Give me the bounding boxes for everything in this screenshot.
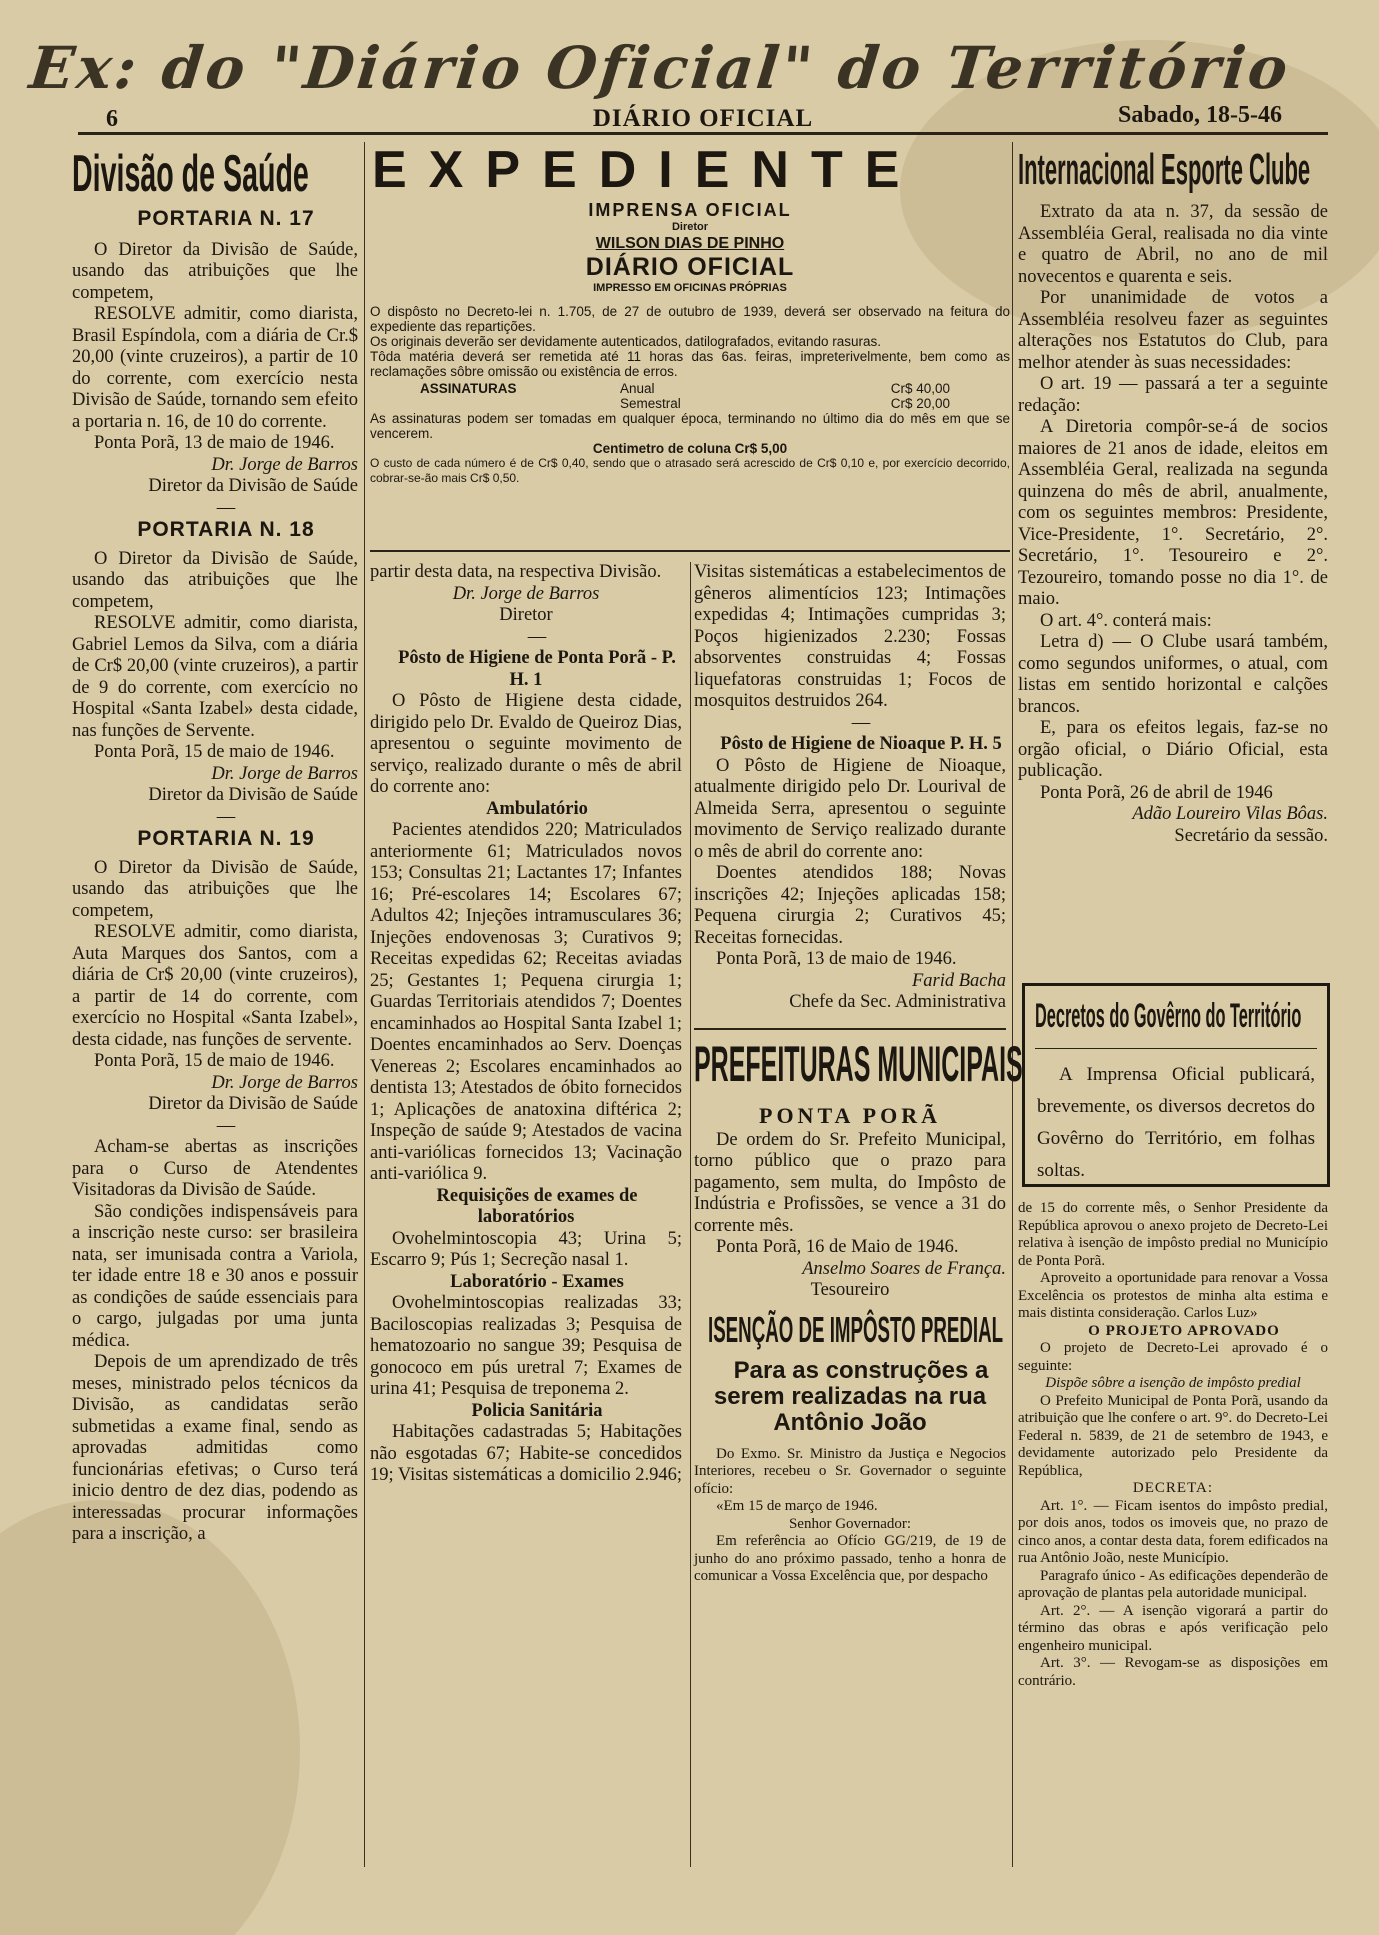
prefeitura-notice: De ordem do Sr. Prefeito Municipal, torno público que o prazo para pagamento, sem multa, do Impôsto de Indústria e Profissões, se vence a 31 do corrente mês. [694,1129,1006,1236]
column-postos [370,562,682,1487]
handwritten-note: Ex: do "Diário Oficial" do Território [26,34,1294,102]
projeto-p3: O projeto de Decreto-Lei aprovado é o seguinte: [1018,1340,1328,1374]
requisicoes-title: Requisições de exames de laboratórios [436,1185,638,1227]
anual-value: Cr$ 40,00 [890,381,950,396]
expediente-p2: Os originais deverão ser devidamente autenticados, datilografados, evitando rasuras. [370,334,882,349]
diretor-label: Diretor [671,221,709,233]
ambulatorio-title: Ambulatório [486,798,588,819]
curso-paragraph-1: Acham-se abertas as inscrições para o Curso de Atendentes Visitadoras da Divisão de Saúde. [72,1137,358,1200]
projeto-p2: Aproveito a oportunidade para renovar a Vossa Excelência os protestos de minha alta estima e mais distinta consideração. Carlos Luz» [1018,1270,1328,1321]
policia-title: Policia Sanitária [471,1400,603,1421]
column-saude [72,146,358,1546]
policia-text: Habitações cadastradas 5; Habitações não esgotadas 67; Habite-se concedidos 19; Visitas sistemáticas a domicilio 2.946; [370,1422,682,1485]
prefeitura-date: Ponta Porã, 16 de Maio de 1946. [716,1237,959,1257]
divider: — [216,1115,236,1136]
semestral-value: Cr$ 20,00 [890,396,950,411]
prefeitura-signer: Anselmo Soares de França. [802,1258,1006,1279]
clube-p7: E, para os efeitos legais, faz-se no orgão oficial, o Diário Oficial, esta publicação. [1018,718,1328,781]
curso-paragraph-2: São condições indispensáveis para a inscrição neste curso: ser brasileira nata, ser imunisada contra a Variola, ter idade entre 18 e 30 anos e possuir as condições de saúde essenciais para o cargo, julgadas por uma junta médica. [72,1201,358,1351]
decretos-text: A Imprensa Oficial publicará, brevemente, os diversos decretos do Govêrno do Território, em folhas soltas. [1037,1064,1315,1181]
clube-p4: A Diretoria compôr-se-á de socios maiores de 21 anos de idade, eleitos em Assembléia Geral, realizada na segunda quinzena do mês de abril, anualmente, com os seguintes membros: Presidente, Vice-Presidente, 1°. Secretário, 2°. Secretário, 1°. Tesoureiro e 2°. Tezoureiro, tomando posse no dia 1°. de maio. [1018,417,1328,609]
decretos-title: Decretos do Govêrno do Território [1035,997,1302,1035]
col3-signer: Farid Bacha [911,970,1006,991]
portaria-19-intro: O Diretor da Divisão de Saúde, usando das atribuições que lhe competem, [72,857,358,921]
portaria-17-role: Diretor da Divisão de Saúde [148,476,358,496]
isencao-p2: «Em 15 de março de 1946. [716,1498,878,1514]
clube-role: Secretário da sessão. [1174,825,1328,846]
portaria-17-date: Ponta Porã, 13 de maio de 1946. [94,433,335,453]
expediente-title: EXPEDIENTE [372,141,922,199]
isencao-header [694,1310,1006,1358]
projeto-decreta: DECRETA: [1132,1480,1214,1496]
semestral-row [370,396,1010,411]
isencao-p3: Senhor Governador: [788,1515,912,1532]
page-header [78,102,1328,135]
semestral-label: Semestral [620,396,681,411]
col3-role: Chefe da Sec. Administrativa [789,992,1006,1012]
requisicoes-text: Ovohelmintoscopia 43; Urina 5; Escarro 9; Pús 1; Secreção nasal 1. [370,1228,682,1270]
isencao-p1: Do Exmo. Sr. Ministro da Justiça e Negocios Interiores, recebeu o Sr. Governador o seguinte ofício: [694,1445,1006,1497]
projeto-title: O PROJETO APROVADO [1088,1322,1280,1339]
clube-title: Internacional Esporte Clube [1018,145,1311,194]
posto-ponta-pora-title: Pôsto de Higiene de Ponta Porã - P. H. 1 [398,648,676,690]
ambulatorio-text: Pacientes atendidos 220; Matriculados anteriormente 61; Matriculados novos 153; Consultas 21; Lactantes 17; Infantes 16; Pré-escolares 14; Escolares 67; Adultos 42; Injeções intramusculares 36; Injeções endovenosas 3; Curativos 9; Receitas expedidas 62; Receitas aviadas 25; Gestantes 1; Pequena cirurgia 1; Guardas Territoriais atendidos 7; Doentes encaminhados ao Hospital Santa Izabel 1; Doentes encaminhados ao Serv. Doenças Venereas 2; Escolares encaminhados ao dentista 13; Atestados de óbito fornecidos 1; Aplicações de anatoxina diftérica 2; Inspeção de saúde 9; Atestados de vacina anti-variólicas fornecidos 13; Vacinação anti-variólica 9. [370,820,682,1184]
clube-signer: Adão Loureiro Vilas Bôas. [1132,804,1328,824]
assinaturas-label: ASSINATURAS [420,381,517,396]
newspaper-title: DIÁRIO OFICIAL [592,105,814,132]
posto-nioaque-data: Doentes atendidos 188; Novas inscrições 42; Injeções aplicadas 158; Pequena cirurgia 2; Curativos 45; Receitas fornecidas. [694,863,1006,948]
clube-p1: Extrato da ata n. 37, da sessão de Assembléia Geral, realisada no dia vinte e quatro de Abril, no ano de mil novecentos e quarenta e seis. [1018,202,1328,287]
column-rule [364,142,365,1867]
posto-nioaque-title: Pôsto de Higiene de Nioaque P. H. 5 [720,734,1002,754]
centimetro-line: Centimetro de coluna Cr$ 5,00 [592,441,788,456]
clube-p2: Por unanimidade de votos a Assembléia resolveu fazer as seguintes alterações nos Estatutos do Club, para melhor atender às suas necessidades: [1018,288,1328,373]
portaria-17-intro: O Diretor da Divisão de Saúde, usando das atribuições que lhe competem, [72,239,358,303]
ponta-pora-title: PONTA PORÃ [759,1102,941,1128]
portaria-19-date: Ponta Porã, 15 de maio de 1946. [94,1051,335,1071]
column-projeto [1018,1200,1328,1690]
portaria-19-role: Diretor da Divisão de Saúde [148,1094,358,1114]
portaria-19-signer: Dr. Jorge de Barros [211,1072,358,1093]
col2-continuation: partir desta data, na respectiva Divisão. [370,562,662,582]
anual-label: Anual [620,381,655,396]
curso-paragraph-3: Depois de um aprendizado de três meses, ministrado pelos técnicos da Divisão, as candidatas serão submetidas a exame final, sendo as aprovadas admitidas como funcionárias efetivas; o Curso terá inicio dentro de dez dias, podendo as interessadas procurar informações para a inscrição, a [72,1352,358,1544]
portaria-19-body: RESOLVE admitir, como diarista, Auta Marques dos Santos, com a diária de Cr$ 20,00 (vinte cruzeiros), a partir de 14 do corrente, com exercício no Hospital «Santa Izabel», desta cidade, nas funções de servente. [72,922,358,1050]
col2-signer: Dr. Jorge de Barros [452,583,600,604]
portaria-18-signer: Dr. Jorge de Barros [211,763,358,784]
portaria-18-role: Diretor da Divisão de Saúde [148,785,358,805]
portaria-17-title: PORTARIA N. 17 [137,207,315,230]
portaria-19-title: PORTARIA N. 19 [137,827,315,850]
issue-date: Sabado, 18-5-46 [1117,102,1282,128]
clube-p3: O art. 19 — passará a ter a seguinte redação: [1018,374,1328,416]
prefeituras-header [694,1028,1023,1102]
expediente-p4: As assinaturas podem ser tomadas em qualquer época, terminando no último dia do mês em que se vencerem. [370,411,1010,441]
isencao-subtitle: Para as construções a serem realizadas na rua Antônio João [713,1356,989,1436]
projeto-art2: Art. 2°. — A isenção vigorará a partir do término das obras e após verificação pelo engenheiro municipal. [1018,1602,1328,1654]
prefeitura-role: Tesoureiro [810,1280,890,1300]
expediente-p1: O dispôsto no Decreto-lei n. 1.705, de 27 de outubro de 1939, deverá ser observado na feitura do expediente das repartições. [370,304,1010,334]
divider: — [851,712,871,733]
paper-stain [0,1500,300,1935]
diario-oficial: DIÁRIO OFICIAL [585,253,795,281]
expediente-p5: O custo de cada número é de Cr$ 0,40, sendo que o atrasado será acrescido de Cr$ 0,10 e, por exercício decorrido, cobrar-se-ão mais Cr$ 0,50. [370,456,1010,485]
portaria-18-body: RESOLVE admitir, como diarista, Gabriel Lemos da Silva, com a diária de Cr$ 20,00 (vinte cruzeiros), a partir de 9 do corrente, com exercício no Hospital «Santa Izabel» desta cidade, nas funções de Servente. [72,613,358,741]
column-clube [1018,146,1328,847]
laboratorio-text: Ovohelmintoscopias realizadas 33; Baciloscopias realizadas 3; Pesquisa de hematozoario no sangue 39; Pesquisa de gonococo em pús uretral 7; Exames de urina 41; Pesquisa de treponema 2. [370,1293,682,1399]
projeto-dispoe: Dispõe sôbre a isenção de impôsto predial [1045,1375,1301,1391]
divider: — [216,806,236,827]
column-rule [690,562,691,1867]
divider: — [527,626,547,647]
portaria-18-intro: O Diretor da Divisão de Saúde, usando das atribuições que lhe competem, [72,548,358,612]
projeto-paragrafo: Paragrafo único - As edificações dependerão de aprovação de plantas pela autoridade municipal. [1018,1567,1328,1601]
portaria-17-signer: Dr. Jorge de Barros [211,454,358,475]
imprensa-oficial: IMPRENSA OFICIAL [588,200,792,220]
expediente-box [370,200,1010,486]
expediente-rule [370,550,1010,552]
projeto-art1: Art. 1°. — Ficam isentos do impôsto predial, por dois anos, todos os imoveis que, no prazo de cinco anos, a contar desta data, forem edificados na rua Antônio João, neste Município. [1018,1497,1328,1566]
portaria-18-title: PORTARIA N. 18 [137,518,315,541]
diretor-name: WILSON DIAS DE PINHO [595,235,785,252]
clube-p5: O art. 4°. conterá mais: [1040,610,1212,631]
clube-p6: Letra d) — O Clube usará também, como segundos uniformes, o atual, com listas em sentido horizontal e calções brancos. [1018,632,1328,717]
assinaturas-row [370,381,1010,396]
prefeituras-title: PREFEITURAS MUNICIPAIS [694,1035,1023,1092]
column-nioaque-prefeituras [694,562,1023,1586]
isencao-body [694,1446,1006,1586]
posto-nioaque-intro: O Pôsto de Higiene de Nioaque, atualmente dirigido pelo Dr. Lourival de Almeida Serra, apresentou o seguinte movimento de Serviço realizado durante o mês de abril do corrente ano: [694,755,1006,862]
expediente-p3: Tôda matéria deverá ser remetida até 11 horas das 6as. feiras, impreterivelmente, bem como as reclamações sôbre omissão ou existência de erros. [370,349,1010,379]
impresso-line: IMPRESSO EM OFICINAS PRÓPRIAS [593,282,787,294]
projeto-p1: de 15 do corrente mês, o Senhor Presidente da República aprovou o anexo projeto de Decreto-Lei relativa à isenção de impôsto predial no Município de Ponta Porã. [1018,1200,1328,1269]
section-title-saude: Divisão de Saúde [72,145,309,203]
isencao-p4: Em referência ao Ofício GG/219, de 19 de junho do ano próximo passado, tenho a honra de comunicar a Vossa Excelência que, por despacho [694,1533,1006,1584]
clube-date: Ponta Porã, 26 de abril de 1946 [1040,782,1273,803]
projeto-p4: O Prefeito Municipal de Ponta Porã, usando da atribuição que lhe confere o art. 9°. do Decreto-Lei Federal n. 5839, de 21 de setembro de 1943, e devidamente autorizado pelo Presidente da República, [1018,1392,1328,1479]
decretos-box [1022,983,1330,1187]
divider: — [216,497,236,518]
col3-continuation: Visitas sistemáticas a estabelecimentos de gêneros alimentícios 123; Intimações expedidas 4; Intimações cumpridas 3; Poços higienizados 2.230; Fossas absorventes construidas 4; Fossas liquefatoras construidas 1; Focos de mosquitos destruidos 264. [694,562,1006,711]
portaria-18-date: Ponta Porã, 15 de maio de 1946. [94,742,335,762]
col3-date: Ponta Porã, 13 de maio de 1946. [716,949,957,969]
isencao-title: ISENÇÃO DE IMPÔSTO PREDIAL [708,1308,1004,1350]
portaria-17-body: RESOLVE admitir, como diarista, Brasil Espíndola, com a diária de Cr.$ 20,00 (vinte cruzeiros), a partir de 10 do corrente, com exercício nesta Divisão de Saúde, tornando sem efeito a portaria n. 16, de 10 do corrente. [72,304,358,432]
projeto-art3: Art. 3°. — Revogam-se as disposições em contrário. [1018,1655,1328,1689]
posto-ponta-pora-intro: O Pôsto de Higiene desta cidade, dirigido pelo Dr. Evaldo de Queiroz Dias, apresentou o seguinte movimento de serviço, realizado durante o mês de abril do corrente ano: [370,691,682,797]
laboratorio-title: Laboratório - Exames [450,1271,624,1292]
page-number: 6 [106,106,118,132]
column-rule [1012,142,1013,1867]
col2-role: Diretor [499,605,553,625]
